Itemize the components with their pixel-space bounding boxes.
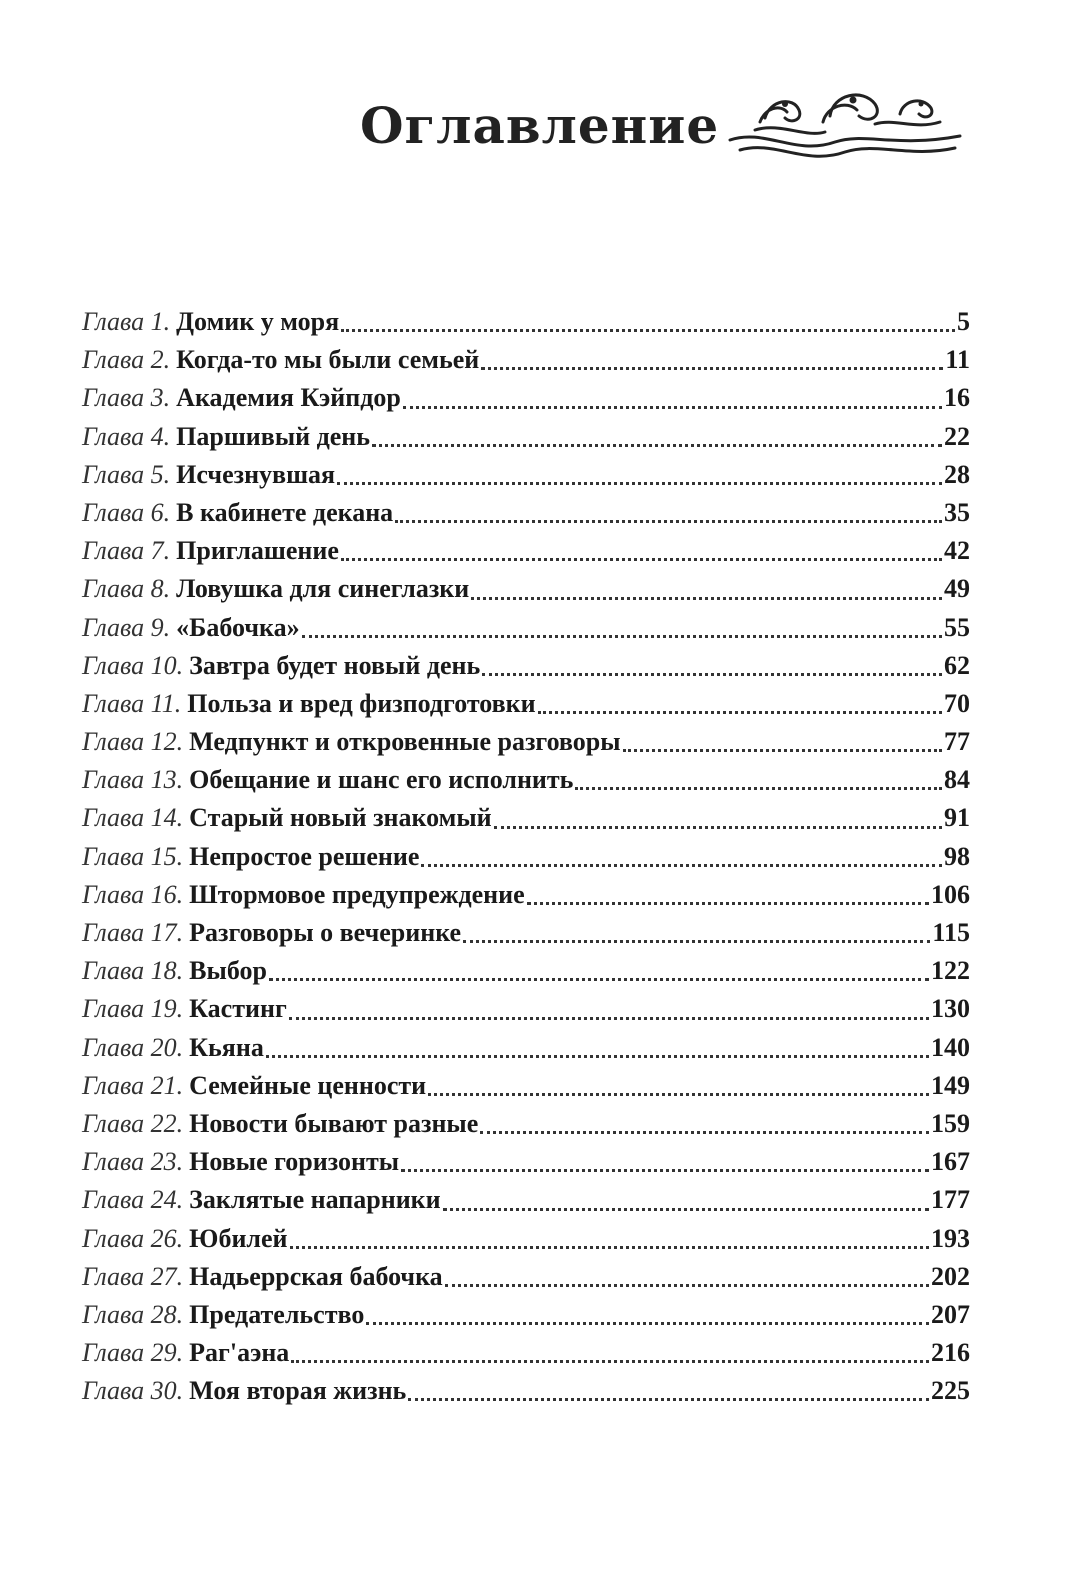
chapter-title: Домик у моря xyxy=(176,307,340,336)
dot-leader xyxy=(538,711,942,714)
dot-leader xyxy=(341,329,955,332)
chapter-label: Глава 7. xyxy=(82,536,171,566)
chapter-title: Ловушка для синеглазки xyxy=(176,574,470,604)
page-number: 216 xyxy=(931,1338,970,1368)
page-number: 122 xyxy=(931,956,970,986)
dot-leader xyxy=(494,826,942,829)
page-number: 77 xyxy=(944,727,970,757)
toc-entry xyxy=(82,761,970,799)
dot-leader xyxy=(408,1398,929,1401)
toc-entry xyxy=(82,1181,970,1219)
page-number: 193 xyxy=(931,1223,970,1253)
chapter-title: Польза и вред физподготовки xyxy=(187,688,536,718)
toc-entry xyxy=(82,570,970,608)
page-number: 5 xyxy=(957,307,970,336)
chapter-title: Юбилей xyxy=(189,1223,288,1253)
toc-entry xyxy=(82,952,970,990)
page-number: 177 xyxy=(931,1185,970,1215)
chapter-label: Глава 23. xyxy=(82,1147,184,1177)
page-number: 149 xyxy=(931,1070,970,1100)
wave-ornament-icon xyxy=(725,78,965,170)
chapter-label: Глава 9. xyxy=(82,612,171,642)
chapter-title: Выбор xyxy=(189,956,267,986)
page-number: 207 xyxy=(931,1299,970,1329)
dot-leader xyxy=(482,673,942,676)
dot-leader xyxy=(527,902,929,905)
page-number: 225 xyxy=(931,1376,970,1406)
toc-entry xyxy=(82,647,970,685)
page-number: 16 xyxy=(944,383,970,413)
dot-leader xyxy=(302,635,942,638)
dot-leader xyxy=(463,940,930,943)
chapter-title: Кастинг xyxy=(189,994,287,1024)
page-number: 35 xyxy=(944,497,970,527)
page-number: 62 xyxy=(944,650,970,680)
page-number: 84 xyxy=(944,765,970,795)
page-number: 49 xyxy=(944,574,970,604)
toc-entry xyxy=(82,990,970,1028)
dot-leader xyxy=(401,1169,929,1172)
chapter-label: Глава 14. xyxy=(82,803,184,833)
chapter-label: Глава 12. xyxy=(82,727,184,757)
chapter-label: Глава 17. xyxy=(82,918,184,947)
dot-leader xyxy=(372,444,942,447)
chapter-title: Кьяна xyxy=(189,1032,264,1062)
chapter-title: Раг'аэна xyxy=(189,1338,290,1368)
dot-leader xyxy=(291,1360,929,1363)
page-number: 42 xyxy=(944,536,970,566)
chapter-label: Глава 30. xyxy=(82,1376,184,1406)
page-number: 202 xyxy=(931,1261,970,1291)
chapter-title: Непростое решение xyxy=(189,841,420,871)
page-number: 70 xyxy=(944,688,970,718)
chapter-label: Глава 2. xyxy=(82,345,171,375)
chapter-label: Глава 21. xyxy=(82,1070,184,1100)
chapter-title: «Бабочка» xyxy=(176,612,300,642)
toc-entry xyxy=(82,494,970,532)
page-number: 130 xyxy=(931,994,970,1024)
dot-leader xyxy=(623,749,942,752)
dot-leader xyxy=(366,1322,929,1325)
toc-entry xyxy=(82,456,970,494)
toc-entry xyxy=(82,1258,970,1296)
dot-leader xyxy=(445,1284,929,1287)
page-title: Оглавление xyxy=(360,96,720,155)
chapter-label: Глава 22. xyxy=(82,1108,184,1138)
chapter-title: Приглашение xyxy=(176,536,339,566)
chapter-label: Глава 18. xyxy=(82,956,184,986)
dot-leader xyxy=(443,1208,929,1211)
dot-leader xyxy=(341,558,942,561)
chapter-label: Глава 24. xyxy=(82,1185,184,1215)
page-number: 167 xyxy=(931,1147,970,1177)
chapter-label: Глава 4. xyxy=(82,421,171,451)
chapter-title: Исчезнувшая xyxy=(176,459,336,489)
chapter-label: Глава 6. xyxy=(82,497,171,527)
table-of-contents xyxy=(82,303,970,1410)
page-number: 140 xyxy=(931,1032,970,1062)
toc-entry xyxy=(82,379,970,417)
page-number: 106 xyxy=(931,879,970,909)
dot-leader xyxy=(480,1131,929,1134)
toc-entry xyxy=(82,838,970,876)
dot-leader xyxy=(481,367,943,370)
chapter-title: Паршивый день xyxy=(176,421,371,451)
dot-leader xyxy=(337,482,942,485)
chapter-label: Глава 15. xyxy=(82,841,184,871)
chapter-label: Глава 28. xyxy=(82,1299,184,1329)
chapter-title: Академия Кэйпдор xyxy=(176,383,401,413)
toc-entry xyxy=(82,1143,970,1181)
chapter-title: Новости бывают разные xyxy=(189,1108,479,1138)
chapter-label: Глава 13. xyxy=(82,765,184,795)
toc-entry xyxy=(82,1296,970,1334)
chapter-title: Медпункт и откровенные разговоры xyxy=(189,727,621,757)
dot-leader xyxy=(421,864,942,867)
page-number: 98 xyxy=(944,841,970,871)
chapter-label: Глава 29. xyxy=(82,1338,184,1368)
chapter-title: Моя вторая жизнь xyxy=(189,1376,407,1406)
page-number: 22 xyxy=(944,421,970,451)
dot-leader xyxy=(471,597,942,600)
dot-leader xyxy=(403,406,942,409)
toc-entry xyxy=(82,1334,970,1372)
page-number: 115 xyxy=(932,918,970,947)
dot-leader xyxy=(575,787,942,790)
dot-leader xyxy=(266,1055,929,1058)
chapter-title: Семейные ценности xyxy=(189,1070,427,1100)
toc-entry xyxy=(82,609,970,647)
chapter-title: Надьеррская бабочка xyxy=(189,1261,443,1291)
toc-entry xyxy=(82,303,970,341)
toc-entry xyxy=(82,799,970,837)
chapter-label: Глава 11. xyxy=(82,688,182,718)
chapter-label: Глава 5. xyxy=(82,459,171,489)
toc-entry xyxy=(82,1067,970,1105)
toc-entry xyxy=(82,1105,970,1143)
dot-leader xyxy=(428,1093,929,1096)
dot-leader xyxy=(395,520,942,523)
toc-entry xyxy=(82,532,970,570)
page-number: 159 xyxy=(931,1108,970,1138)
chapter-label: Глава 8. xyxy=(82,574,171,604)
chapter-title: Новые горизонты xyxy=(189,1147,400,1177)
chapter-title: Разговоры о вечеринке xyxy=(189,918,462,947)
toc-entry xyxy=(82,723,970,761)
toc-entry xyxy=(82,1029,970,1067)
chapter-title: Старый новый знакомый xyxy=(189,803,492,833)
toc-entry xyxy=(82,685,970,723)
chapter-title: Обещание и шанс его исполнить xyxy=(189,765,574,795)
chapter-label: Глава 3. xyxy=(82,383,171,413)
page-number: 55 xyxy=(944,612,970,642)
toc-entry xyxy=(82,914,970,952)
dot-leader xyxy=(290,1246,929,1249)
chapter-title: Когда-то мы были семьей xyxy=(176,345,480,375)
toc-entry xyxy=(82,1372,970,1410)
page-number: 28 xyxy=(944,459,970,489)
chapter-label: Глава 27. xyxy=(82,1261,184,1291)
chapter-title: Штормовое предупреждение xyxy=(189,879,525,909)
chapter-label: Глава 19. xyxy=(82,994,184,1024)
chapter-label: Глава 10. xyxy=(82,650,184,680)
chapter-label: Глава 1. xyxy=(82,307,171,336)
page-number: 91 xyxy=(944,803,970,833)
chapter-label: Глава 16. xyxy=(82,879,184,909)
chapter-title: Предательство xyxy=(189,1299,365,1329)
toc-entry xyxy=(82,418,970,456)
toc-entry xyxy=(82,876,970,914)
chapter-title: Заклятые напарники xyxy=(189,1185,441,1215)
dot-leader xyxy=(269,978,929,981)
dot-leader xyxy=(289,1017,929,1020)
chapter-label: Глава 26. xyxy=(82,1223,184,1253)
chapter-title: Завтра будет новый день xyxy=(189,650,481,680)
page-number: 11 xyxy=(945,345,970,375)
chapter-label: Глава 20. xyxy=(82,1032,184,1062)
toc-entry xyxy=(82,341,970,379)
chapter-title: В кабинете декана xyxy=(176,497,394,527)
toc-entry xyxy=(82,1220,970,1258)
